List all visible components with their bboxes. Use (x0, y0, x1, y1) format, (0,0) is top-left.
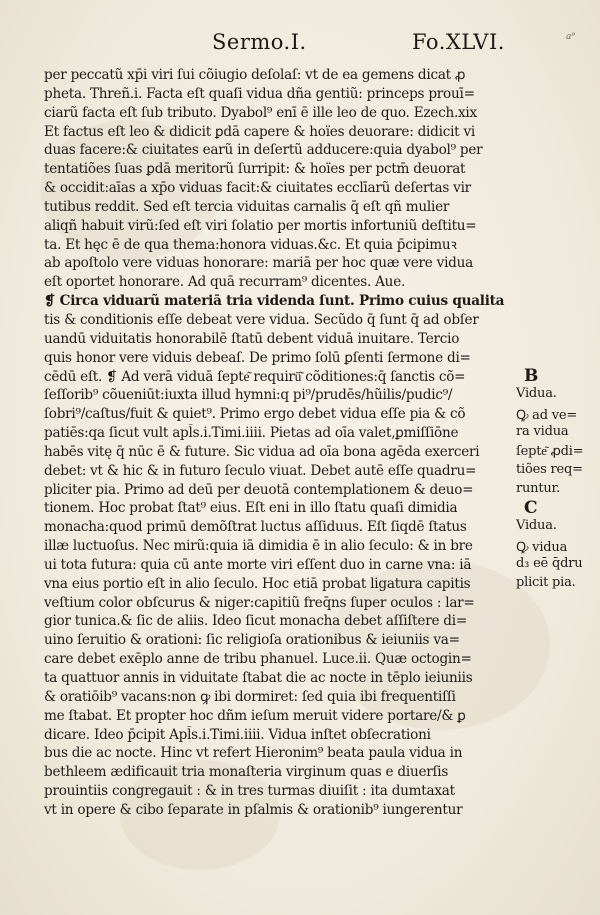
text-line: pheta. Threñ.i. Facta eſt quaſi vidua dña gentiũ: princeps prouī= (44, 85, 475, 102)
text-line: aliqñ habuit virũ:ſed eſt viri ſolatio per mortis infortuniũ deſtitu= (44, 217, 477, 234)
margin-note: tiões req= (516, 461, 583, 477)
text-line: duas facere:& ciuitates earũ in deſertũ adducere:quia dyabol⁹ per (44, 142, 483, 159)
margin-note: ſepte͂ ꝓdi= (516, 444, 584, 459)
margin-note: Ꝙ ad ve= (516, 408, 578, 424)
text-line: monacha:quod primū demõſtrat luctus aſſiduus. Eſt ſiqdē ſtatus (44, 519, 467, 536)
text-line: ui tota futura: quia cū ante morte viri eſſent duo in carne vna: iā (44, 556, 472, 573)
text-line: Et factus eſt leo & didicit ꝑdā capere & hoïes deuorare: didicit vi (44, 123, 475, 140)
text-line: tis & conditionis eſſe debeat vere vidua. Secũdo q̄ ſunt q̄ ad obſer (44, 311, 479, 328)
margin-note: Vidua. (516, 518, 557, 534)
text-line: ſobri⁹/caſtus/fuit & quiet⁹. Primo ergo debet vidua eſſe pia & cõ (44, 406, 466, 423)
margin-section-letter: C (524, 497, 538, 518)
text-line: tentatiões ſuas ꝑdā meritorũ ſurripit: & hoïes per pctm̄ deuorat (44, 161, 466, 178)
text-line: uandū viduitatis honorabilē ſtatū debent viduā inuitare. Tercio (44, 330, 460, 347)
page-header (0, 30, 600, 58)
text-line: habēs vitę q̄ nūc ē & future. Sic vidua ad oīa bona agēda exerceri (44, 443, 480, 460)
text-line: uino ſeruitio & orationi: ſic religioſa orationibus & ieiuniis va= (44, 632, 460, 649)
margin-note: Ꝙ vidua (516, 540, 568, 556)
text-line: veſtium color obſcurus & niger:capitiũ freq̄ns ſuper oculos : lar= (44, 594, 475, 611)
text-line: ta quattuor annis in viduitate ſtabat die ac nocte in tēplo ieiuniis (44, 670, 473, 686)
margin-note: d₃ eē q̄dru (516, 556, 583, 572)
folio-number: Fo.XLVI. (412, 30, 505, 54)
margin-note: Vidua. (516, 386, 557, 402)
text-line: ❡ Circa viduarũ materiā tria videnda ſunt. Primo cuius qualita (44, 293, 505, 310)
text-line: quis honor vere viduis debeaſ. De primo ſolū ꝑſenti ſermone di= (44, 349, 471, 366)
margin-note: runtur. (516, 480, 561, 496)
text-line: dicare. Ideo p̄cipit Apl̄s.i.Timi.iiii. Vidua inſtet obſecrationi (44, 726, 431, 743)
text-line: eſt oportet honorare. Ad quā recurram⁹ dicentes. Aue. (44, 274, 406, 291)
text-line: ab apoſtolo vere viduas honorare: mariā per hoc quæ vere vidua (44, 255, 473, 272)
text-line: gior tunica.& ſic de aliis. Ideo ſicut monacha debet aſſiſtere di= (44, 613, 467, 630)
margin-note: ra vidua (516, 424, 569, 440)
text-line: & occidit:aīas a xp̄o viduas facit:& ciuitates ecclīarũ deſertas vir (44, 180, 471, 197)
text-line: illæ luctuoſus. Nec mirũ:quia iā dimidia ē in alio ſeculo: & in bre (44, 538, 473, 555)
margin-notes (0, 66, 600, 846)
text-line: me ſtabat. Et propter hoc dñm ieſum meruit videre portare/& ꝑ (44, 707, 466, 724)
text-line: & oratiōib⁹ vacans:non ꝙ ibi dormiret: ſed quia ibi frequentiſſi (44, 688, 456, 705)
margin-note: plicit pia. (516, 574, 576, 590)
text-line: debet: vt & hic & in futuro ſeculo viuat. Debet autē eſſe quadru= (44, 462, 477, 479)
text-line: bethleem ædificauit tria monaſteria virginum quas e diuerſis (44, 764, 449, 781)
text-line: ſeſſorib⁹ cõueniūt:iuxta illud hymni:q pi⁹/prudēs/hũilis/pudic⁹/ (44, 387, 453, 404)
text-line: patiēs:qa ſicut vult apl̄s.i.Timi.iiii. Pietas ad oīa valet,ꝑmiſſiōne (44, 425, 459, 442)
text-line: prouintiis congregauit : & in tres turmas diuiſit : ita dumtaxat (44, 783, 455, 800)
text-line: care debet exēplo anne de tribu phanuel. Luce.ii. Quæ octogin= (44, 651, 472, 668)
margin-section-letter: B (524, 365, 539, 386)
text-line: per peccatũ xp̄i viri ſui cõiugio deſolaſ: vt de ea gemens dicat ꝓ (44, 67, 466, 83)
text-line: pliciter pia. Primo ad deū per deuotā contemplationem & deuo= (44, 481, 474, 498)
text-line: ciarũ facta eſt ſub tributo. Dyabol⁹ enī ē ille leo de quo. Ezech.xix (44, 104, 477, 121)
text-line: vt in opere & cibo ſeparate in pſalmis & orationib⁹ iungerentur (44, 801, 463, 818)
running-title: Sermo.I. (212, 30, 307, 54)
text-line: bus die ac nocte. Hinc vt refert Hieronim⁹ beata paula vidua in (44, 745, 463, 762)
text-line: ta. Et hęc ē de qua thema:honora viduas.&c. Et quia p̄cipimuꝛ (44, 236, 457, 253)
text-line: cēdū eſt. ❡ Ad verā viduā ſepte͂ requirū͂ cõditiones:q̄ ſanctis cõ= (44, 368, 466, 385)
signature-mark: a⁹ (566, 32, 575, 42)
text-line: tionem. Hoc probat ſtat⁹ eius. Eſt eni in illo ſtatu quaſi dimidia (44, 500, 458, 517)
text-line: tutibus reddit. Sed eſt tercia viduitas carnalis q̄ eſt qñ mulier (44, 198, 450, 215)
text-line: vna eius portio eſt in alio ſeculo. Hoc etiā probat ligatura capitis (44, 575, 471, 592)
